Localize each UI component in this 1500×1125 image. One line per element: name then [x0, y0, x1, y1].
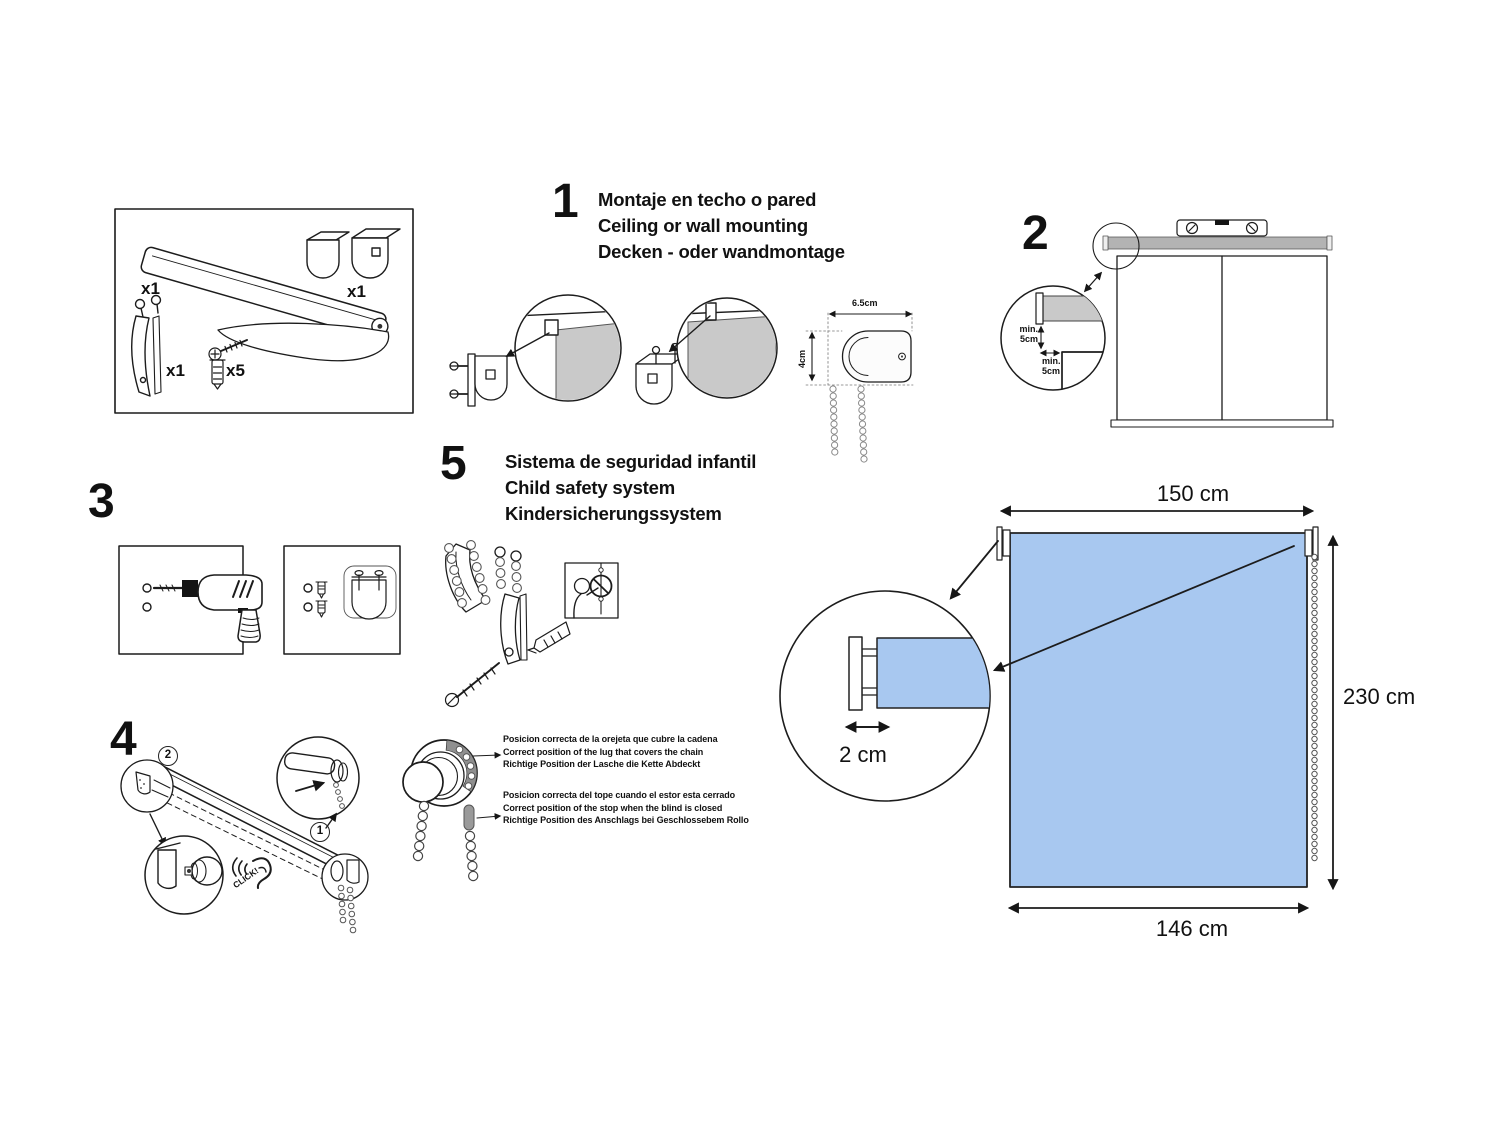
step1-title: [598, 187, 845, 265]
step2-illustration: [1001, 220, 1333, 427]
click-label: CLICK!: [231, 865, 261, 891]
clearance-top-label: [1014, 324, 1038, 344]
step1-title-en: Ceiling or wall mounting: [598, 215, 809, 236]
fabric-width-label: 146 cm: [1155, 916, 1229, 941]
spirit-level-icon: [1177, 220, 1267, 236]
chain-wheel-illustration: [403, 740, 500, 881]
tensioner-qty-label: x1: [166, 361, 185, 380]
step5-title-en: Child safety system: [505, 477, 675, 498]
min-word: min.: [1019, 324, 1038, 334]
bracket-gap-label: 2 cm: [839, 742, 887, 767]
step4-marker-2: 2: [158, 746, 178, 766]
chain-stop-bead: [464, 805, 474, 830]
min-value: 5cm: [1019, 334, 1038, 344]
chain-lug-note: [503, 733, 718, 771]
step2-number: 2: [1022, 207, 1048, 260]
chain-stop-note: [503, 789, 749, 827]
step4-illustration: [121, 737, 368, 933]
tube-qty-label: x1: [141, 279, 160, 298]
wall-plug-icon: [528, 622, 570, 653]
lug-note-en: Correct position of the lug that covers the chain: [503, 746, 704, 757]
screw-icon: [446, 663, 500, 707]
step5-number: 5: [440, 437, 466, 490]
clearance-side-label: [1042, 356, 1061, 376]
drop-height-label: 230 cm: [1343, 684, 1416, 709]
step3-illustration: [119, 546, 400, 654]
step4-number: 4: [110, 713, 136, 766]
step1-title-de: Decken - oder wandmontage: [598, 241, 845, 262]
stop-note-en: Correct position of the stop when the blind is closed: [503, 802, 723, 813]
click-magnifier: [322, 854, 368, 900]
step1-illustration: [450, 295, 913, 462]
step4-marker-1: 1: [310, 822, 330, 842]
step3-number: 3: [88, 475, 114, 528]
endcap-width-label: 6.5cm: [852, 298, 878, 308]
wall-bracket-drawing: [450, 354, 507, 406]
stop-note-de: Richtige Position des Anschlags bei Geschlossebem Rollo: [503, 815, 749, 826]
step5-title: [505, 449, 756, 527]
endcap-dimension-drawing: [806, 313, 913, 462]
total-width-label: 150 cm: [1156, 481, 1230, 506]
roller-bar: [1108, 237, 1327, 249]
stop-note-es: Posicion correcta del tope cuando el estor esta cerrado: [503, 790, 736, 800]
blind-fabric: [1010, 533, 1307, 887]
min-value: 5cm: [1042, 366, 1061, 376]
parts-box-illustration: [115, 209, 413, 413]
endcap-height-label: 4cm: [797, 349, 807, 368]
step5-title-de: Kindersicherungssystem: [505, 503, 722, 524]
screws-qty-label: x5: [226, 361, 245, 380]
step5-title-es: Sistema de seguridad infantil: [505, 451, 757, 472]
step1-number: 1: [552, 175, 578, 228]
lug-note-de: Richtige Position der Lasche die Kette Abdeckt: [503, 759, 701, 770]
min-word: min.: [1042, 356, 1061, 366]
step1-title-es: Montaje en techo o pared: [598, 189, 817, 210]
blind-size-diagram: [780, 511, 1333, 908]
step5-illustration: [445, 541, 618, 707]
blind-chain: [1312, 554, 1317, 860]
window-drawing: [1111, 256, 1333, 427]
child-warning-box: [565, 563, 618, 618]
brackets-qty-label: x1: [347, 282, 366, 301]
tensioner-piece: [495, 547, 527, 664]
lug-note-es: Posicion correcta de la orejeta que cubre la cadena: [503, 734, 718, 744]
